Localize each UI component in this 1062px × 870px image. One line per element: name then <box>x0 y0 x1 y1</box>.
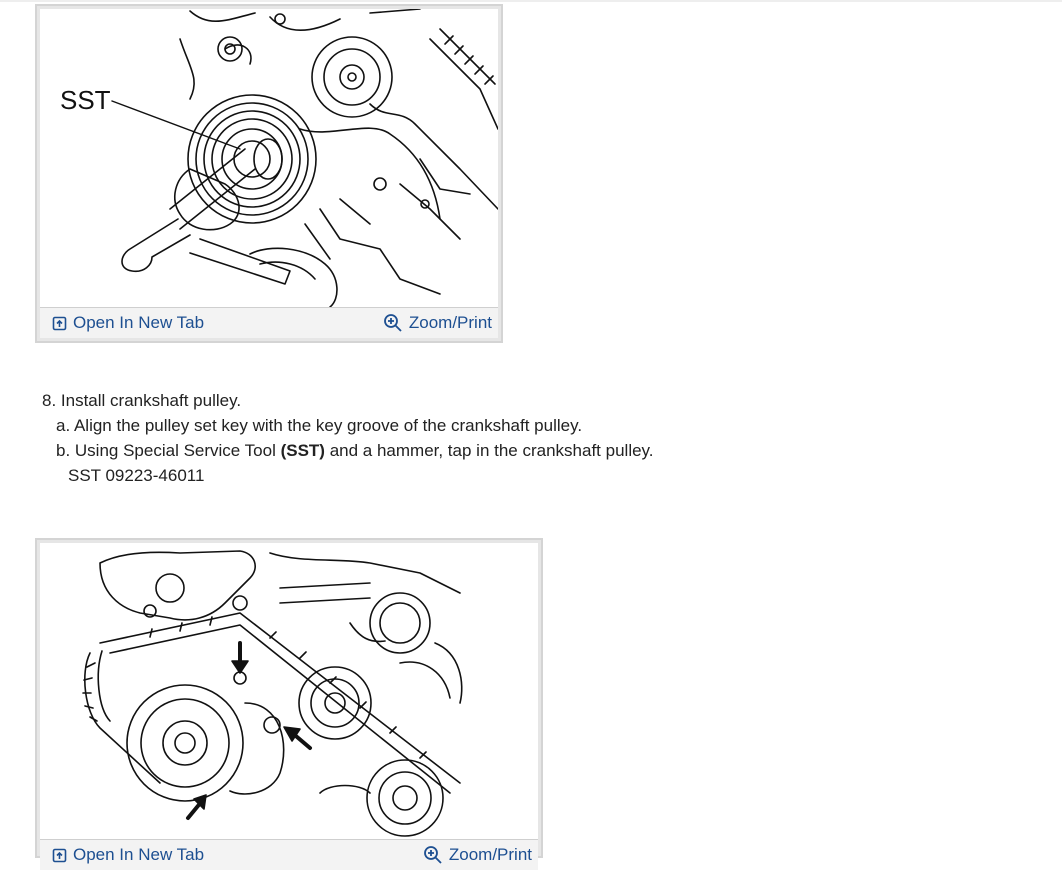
step-heading: 8. Install crankshaft pulley. <box>42 391 242 410</box>
zoom-print-label: Zoom/Print <box>408 313 492 332</box>
open-in-new-tab-link[interactable] <box>52 845 204 865</box>
diagram-sst-crank-pulley <box>40 9 498 308</box>
figure-toolbar <box>40 308 498 338</box>
diagram-timing-belt-idler <box>40 543 538 840</box>
sst-abbreviation: (SST) <box>280 441 325 460</box>
figure-toolbar <box>40 840 538 870</box>
sst-part-number: SST 09223-46011 <box>68 466 205 485</box>
figure-sst-pulley <box>35 4 503 343</box>
zoom-print-link[interactable] <box>383 313 492 333</box>
open-in-new-tab-label: Open In New Tab <box>73 845 205 864</box>
figure-timing-belt <box>35 538 543 864</box>
sst-callout-label: SST <box>60 85 111 115</box>
open-in-new-tab-icon <box>52 848 67 863</box>
open-in-new-tab-icon <box>52 316 67 331</box>
step-substep-a: a. Align the pulley set key with the key groove of the crankshaft pulley. <box>56 416 583 435</box>
instruction-steps <box>42 388 654 488</box>
open-in-new-tab-label: Open In New Tab <box>73 313 205 332</box>
step-substep-b <box>42 438 654 463</box>
zoom-print-link[interactable] <box>423 845 532 865</box>
zoom-icon <box>383 313 403 333</box>
open-in-new-tab-link[interactable] <box>52 313 204 333</box>
substep-b-text-end: and a hammer, tap in the crankshaft pulley. <box>324 441 654 460</box>
zoom-icon <box>423 845 443 865</box>
top-divider <box>0 0 1062 2</box>
zoom-print-label: Zoom/Print <box>448 845 532 864</box>
substep-b-text: b. Using Special Service Tool <box>56 441 281 460</box>
